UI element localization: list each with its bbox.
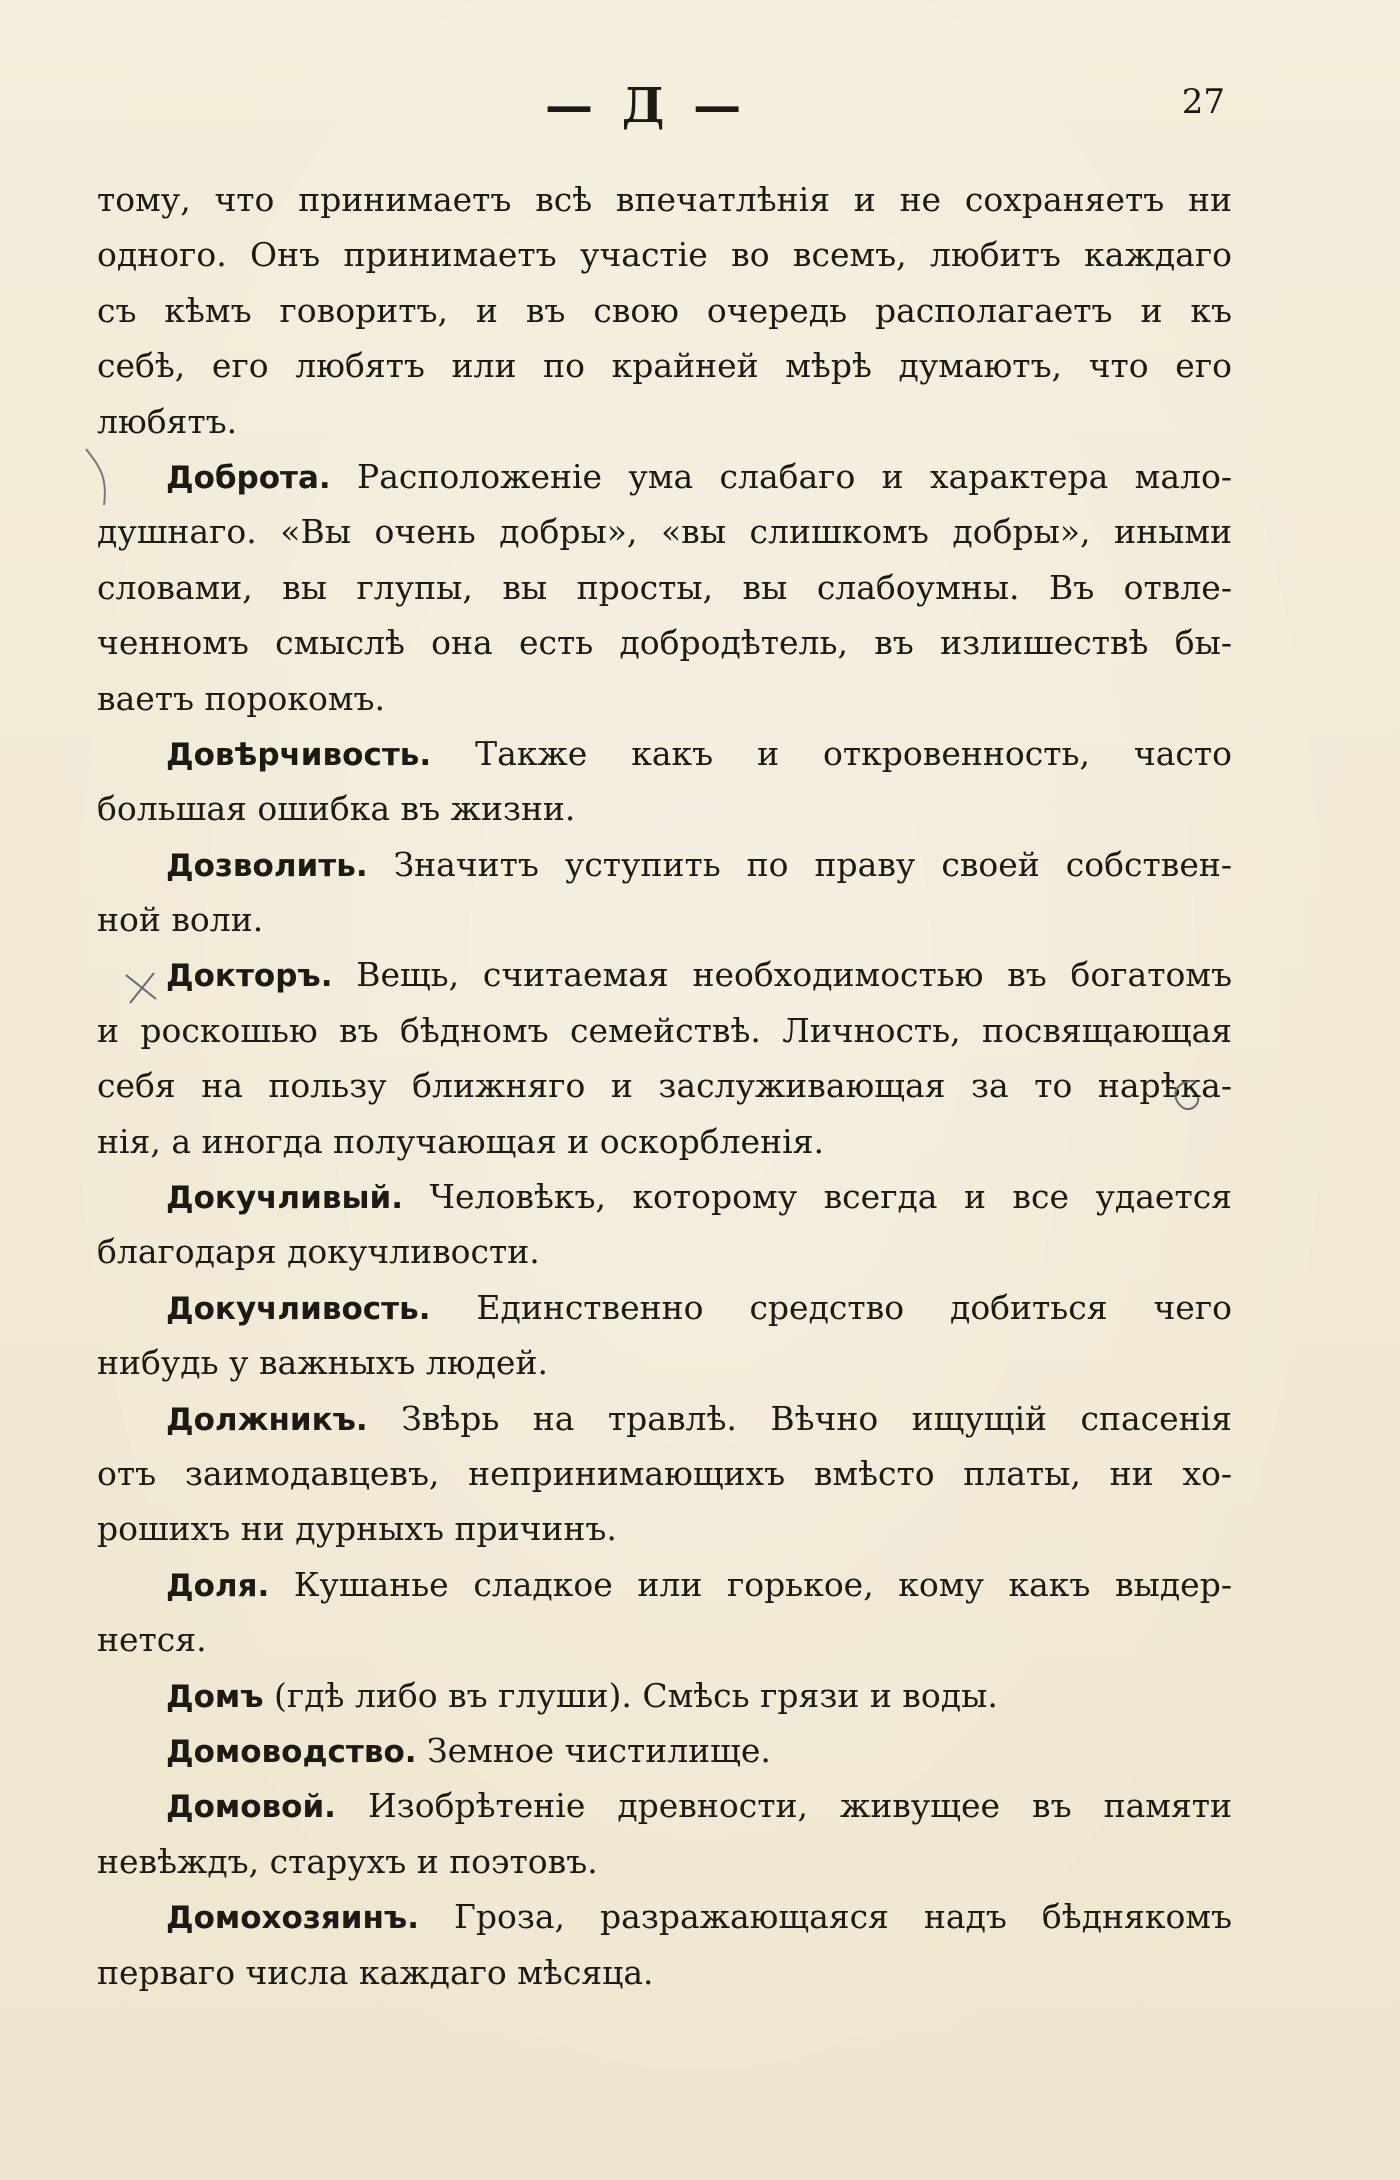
entry-definition: Человѣкъ, которому всегда и все удается — [403, 1177, 1232, 1217]
text-line — [97, 1834, 1232, 1889]
entry-definition: (гдѣ либо въ глуши). Смѣсь грязи и воды. — [263, 1675, 998, 1715]
entry-headword: Доброта. — [166, 459, 331, 496]
entry-headword: Домохозяинъ. — [166, 1900, 419, 1937]
text-line — [97, 1668, 1232, 1723]
text-line — [97, 671, 1232, 726]
entry-headword: Дозволить. — [166, 847, 368, 884]
entry-text: нибудь у важныхъ людей. — [97, 1343, 548, 1383]
text-line — [97, 1723, 1232, 1778]
text-line — [97, 1889, 1232, 1944]
entry-text: рошихъ ни дурныхъ причинъ. — [97, 1509, 617, 1549]
entry-text: благодаря докучливости. — [97, 1232, 540, 1272]
entry-headword: Довѣрчивость. — [166, 736, 432, 773]
margin-cross-mark — [120, 965, 164, 1009]
entry-text: съ кѣмъ говоритъ, и въ свою очередь располагаетъ и къ — [97, 290, 1232, 330]
text-line — [97, 1945, 1232, 2000]
entry-definition: Кушанье сладкое или горькое, кому какъ выдер- — [269, 1564, 1232, 1604]
text-line — [97, 1058, 1232, 1113]
entry-headword: Докторъ. — [166, 958, 333, 995]
entry-text: нія, а иногда получающая и оскорбленія. — [97, 1121, 824, 1161]
text-line — [97, 947, 1232, 1002]
entry-headword: Домовой. — [166, 1789, 336, 1826]
entry-definition: Значитъ уступить по праву своей собствен- — [367, 844, 1232, 884]
entry-text: любятъ. — [97, 401, 238, 441]
text-line — [97, 1335, 1232, 1390]
entry-text: ченномъ смыслѣ она есть добродѣтель, въ излишествѣ бы- — [97, 623, 1232, 663]
entry-text: словами, вы глупы, вы просты, вы слабоумны. Въ отвле- — [97, 567, 1232, 607]
margin-hook-mark — [1160, 1075, 1206, 1115]
text-line — [97, 837, 1232, 892]
entry-text: большая ошибка въ жизни. — [97, 789, 576, 829]
entry-headword: Докучливый. — [166, 1180, 404, 1217]
text-line — [97, 1114, 1232, 1169]
entry-text: нется. — [97, 1620, 207, 1660]
entry-text: себѣ, его любятъ или по крайней мѣрѣ думаютъ, что его — [97, 346, 1232, 386]
entry-text: невѣждъ, старухъ и поэтовъ. — [97, 1841, 598, 1881]
entry-headword: Докучливость. — [166, 1290, 431, 1327]
entry-text: перваго числа каждаго мѣсяца. — [97, 1952, 654, 1992]
margin-pencil-mark — [78, 445, 118, 515]
text-line — [97, 172, 1232, 227]
entry-text: ной воли. — [97, 900, 264, 940]
text-line — [97, 1446, 1232, 1501]
text-line — [97, 615, 1232, 670]
entry-text: отъ заимодавцевъ, непринимающихъ вмѣсто платы, ни хо- — [97, 1453, 1232, 1493]
entry-definition: Также какъ и откровенность, часто — [431, 733, 1232, 773]
entry-text: ваетъ порокомъ. — [97, 678, 386, 718]
text-line — [97, 449, 1232, 504]
entry-headword: Доля. — [166, 1567, 270, 1604]
text-line — [97, 781, 1232, 836]
entry-definition: Вещь, считаемая необходимостью въ богатомъ — [332, 955, 1232, 995]
page-header — [0, 78, 1400, 138]
entry-text: одного. Онъ принимаетъ участіе во всемъ, любитъ каждаго — [97, 235, 1232, 275]
text-line — [97, 1778, 1232, 1833]
entry-headword: Домоводство. — [166, 1733, 417, 1770]
text-line — [97, 1612, 1232, 1667]
entry-definition: Изобрѣтеніе древности, живущее въ памяти — [335, 1786, 1232, 1826]
text-line — [97, 1169, 1232, 1224]
entry-definition: Расположеніе ума слабаго и характера мало- — [330, 456, 1232, 496]
page-number: 27 — [1181, 82, 1225, 122]
running-head: — Д — — [545, 78, 748, 134]
text-line — [97, 504, 1232, 559]
text-line — [97, 560, 1232, 615]
entry-text: себя на пользу ближняго и заслуживающая за то нарѣка- — [97, 1066, 1232, 1106]
text-line — [97, 227, 1232, 282]
entry-headword: Должникъ. — [166, 1401, 368, 1438]
entry-definition: Гроза, разражающаяся надъ бѣднякомъ — [418, 1897, 1232, 1937]
dictionary-text — [97, 172, 1232, 2000]
entry-text: тому, что принимаетъ всѣ впечатлѣнія и не сохраняетъ ни — [97, 180, 1232, 219]
text-line — [97, 1557, 1232, 1612]
text-line — [97, 1391, 1232, 1446]
text-line — [97, 394, 1232, 449]
text-line — [97, 283, 1232, 338]
entry-text: душнаго. «Вы очень добры», «вы слишкомъ добры», иными — [97, 512, 1232, 552]
text-line — [97, 726, 1232, 781]
text-line — [97, 1003, 1232, 1058]
entry-definition: Звѣрь на травлѣ. Вѣчно ищущій спасенія — [367, 1398, 1232, 1438]
text-line — [97, 338, 1232, 393]
text-line — [97, 892, 1232, 947]
entry-headword: Домъ — [166, 1678, 264, 1715]
entry-definition: Земное чистилище. — [416, 1730, 771, 1770]
text-line — [97, 1280, 1232, 1335]
entry-text: и роскошью въ бѣдномъ семействѣ. Личность, посвящающая — [97, 1010, 1232, 1050]
text-line — [97, 1501, 1232, 1556]
text-line — [97, 1224, 1232, 1279]
entry-definition: Единственно средство добиться чего — [430, 1287, 1232, 1327]
